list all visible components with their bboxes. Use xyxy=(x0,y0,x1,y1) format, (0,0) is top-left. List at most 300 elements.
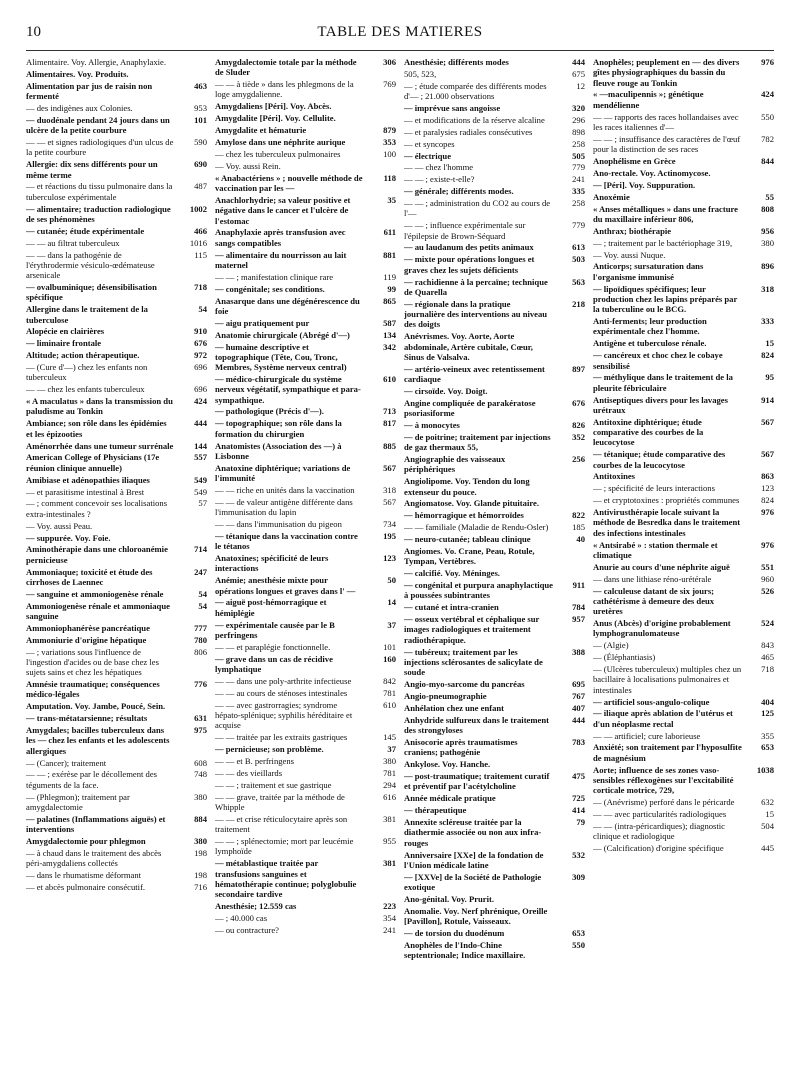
index-entry-term: — dans une lithiase réno-urétérale xyxy=(593,573,712,584)
index-entry-term: Anatomistes (Association des —) à Lisbonne xyxy=(215,440,342,461)
index-entry-term: — — artificiel; cure laborieuse xyxy=(593,730,701,741)
index-entry-term: Annexite scléreuse traitée par la diathermie associée ou non aux infra-rouges xyxy=(404,817,542,848)
index-entry-term: Anhélation chez une enfant xyxy=(404,702,505,713)
index-entry-term: — iliaque après ablation de l'utérus et d'un néoplasme rectal xyxy=(593,708,733,729)
index-entry-term: — et modifications de la réserve alcaline xyxy=(404,114,545,125)
index-entry xyxy=(404,186,585,196)
index-entry-term: — des indigènes aux Colonies. xyxy=(26,102,133,113)
index-entry-term: — tétanique; étude comparative des courbes de la leucocytose xyxy=(593,449,726,470)
index-entry-page: 54 xyxy=(198,600,207,611)
index-entry-term: — — chez l'homme xyxy=(404,162,474,173)
index-entry-term: Ano-génital. Voy. Prurit. xyxy=(404,893,494,904)
index-entry-page: 380 xyxy=(383,755,396,766)
index-entry xyxy=(593,417,774,448)
index-column-4 xyxy=(593,57,774,1057)
index-entry-page: 35 xyxy=(387,194,396,205)
index-entry xyxy=(215,374,396,405)
index-entry xyxy=(593,226,774,236)
index-entry-page: 185 xyxy=(572,522,585,533)
index-entry-term: Amygdaliens [Péri]. Voy. Abcès. xyxy=(215,101,332,112)
index-entry-term: — (Cancer); traitement xyxy=(26,757,107,768)
index-entry-term: Antitoxine diphtérique; étude comparative des courbes de la leucocytose xyxy=(593,416,704,448)
index-entry-term: — (Phlegmon); traitement par amygdalectomie xyxy=(26,791,130,812)
index-entry-page: 526 xyxy=(761,585,774,596)
index-entry-term: Anurie au cours d'une néphrite aiguë xyxy=(593,561,730,572)
index-entry xyxy=(404,162,585,172)
index-entry xyxy=(404,940,585,961)
index-entry-page: 653 xyxy=(761,742,774,753)
index-entry-page: 241 xyxy=(383,924,396,935)
index-entry xyxy=(215,744,396,754)
index-entry xyxy=(26,647,207,678)
index-entry xyxy=(404,580,585,601)
index-entry xyxy=(26,238,207,248)
index-entry xyxy=(593,261,774,282)
index-entry xyxy=(404,546,585,567)
index-entry-term: — mixte pour opérations longues et graves chez les sujets déficients xyxy=(404,254,535,275)
index-entry-page: 258 xyxy=(572,138,585,149)
index-entry-page: 817 xyxy=(383,418,396,429)
index-entry-term: — sanguine et ammoniogenèse rénale xyxy=(26,588,164,599)
index-entry-page: 505 xyxy=(572,150,585,161)
index-entry-term: — cutanée; étude expérimentale xyxy=(26,225,145,236)
index-entry-page: 40 xyxy=(576,534,585,545)
index-entry-page: 247 xyxy=(194,566,207,577)
index-entry-page: 123 xyxy=(761,483,774,494)
index-entry-term: Ano-rectale. Voy. Actinomycose. xyxy=(593,167,711,178)
index-entry xyxy=(26,713,207,723)
index-entry-term: — cutané et intra-cranien xyxy=(404,602,499,613)
index-entry xyxy=(593,372,774,393)
index-entry xyxy=(215,137,396,147)
index-entry-term: — — ; insuffisance des caractères de l'œuf pour la distinction de ses races xyxy=(593,133,741,155)
index-entry xyxy=(404,894,585,904)
index-entry-term: Anatoxines; spécificité de leurs interactions xyxy=(215,553,329,574)
index-entry-page: 896 xyxy=(761,261,774,272)
index-entry xyxy=(215,925,396,935)
index-entry-page: 776 xyxy=(194,679,207,690)
index-entry-term: Amnésie traumatique; conséquences médico-légales xyxy=(26,679,160,700)
index-entry-term: — et syncopes xyxy=(404,138,455,149)
index-entry-term: — alimentaire; traduction radiologique de ses phénomènes xyxy=(26,203,171,224)
index-entry-term: — médico-chirurgicale du système nerveux végétatif, sympathique et para-sympathique. xyxy=(215,374,361,405)
index-entry-term: — — traitée par les extraits gastriques xyxy=(215,732,348,743)
index-entry-term: — — avec gastrorragies; syndrome hépato-splénique; syphilis héréditaire et acquise xyxy=(215,699,353,731)
index-entry xyxy=(404,420,585,430)
index-entry-term: Amylose dans une néphrite aurique xyxy=(215,137,346,148)
index-entry xyxy=(215,318,396,328)
index-entry-page: 12 xyxy=(576,80,585,91)
index-entry-page: 145 xyxy=(383,732,396,743)
index-entry-term: — (Algie) xyxy=(593,640,629,651)
index-entry xyxy=(404,647,585,678)
index-entry xyxy=(593,180,774,190)
index-entry-term: Angine compliquée de parakératose psoriasiforme xyxy=(404,397,536,419)
index-entry xyxy=(215,732,396,742)
index-entry-page: 465 xyxy=(761,652,774,663)
index-entry-term: — — rapports des races hollandaises avec les races italiennes d'— xyxy=(593,111,739,132)
index-entry xyxy=(404,703,585,713)
index-entry xyxy=(26,81,207,102)
index-entry xyxy=(593,809,774,819)
index-entry-page: 696 xyxy=(194,384,207,395)
index-entry xyxy=(593,586,774,617)
index-entry xyxy=(593,112,774,133)
index-entry xyxy=(26,69,207,79)
index-entry-term: Anesthésie; différents modes xyxy=(404,57,509,67)
index-entry-term: Ankylose. Voy. Hanche. xyxy=(404,759,491,770)
index-entry xyxy=(404,69,585,79)
index-entry-term: Altitude; action thérapeutique. xyxy=(26,350,140,361)
index-entry xyxy=(215,195,396,226)
index-entry-term: Allergine dans le traitement de la tuberculose xyxy=(26,304,148,325)
index-entry xyxy=(215,149,396,159)
index-entry xyxy=(26,362,207,383)
index-entry-term: Ammoniaque; toxicité et étude des cirrhoses de Laennec xyxy=(26,566,153,587)
index-entry xyxy=(215,173,396,194)
index-entry-term: Anti-ferments; leur production expérimentale chez l'homme. xyxy=(593,316,707,337)
index-entry xyxy=(404,386,585,396)
index-entry-page: 960 xyxy=(761,573,774,584)
index-entry xyxy=(26,250,207,281)
index-entry-page: 567 xyxy=(383,462,396,473)
index-entry-page: 975 xyxy=(194,725,207,736)
index-entry-term: Anachlorhydrie; sa valeur positive et négative dans le cancer et l'ulcère de l'estomac xyxy=(215,194,351,226)
index-entry-term: « Antsirabé » : station thermale et climatique xyxy=(593,539,718,560)
index-entry-page: 608 xyxy=(194,757,207,768)
index-entry-page: 100 xyxy=(383,148,396,159)
index-entry-term: Antiseptiques divers pour les lavages urétraux xyxy=(593,394,728,415)
index-entry-term: — pernicieuse; son problème. xyxy=(215,744,324,755)
index-entry-term: — au laudanum des petits animaux xyxy=(404,242,534,253)
index-entry xyxy=(593,562,774,572)
index-entry xyxy=(215,296,396,317)
index-entry xyxy=(593,697,774,707)
index-entry xyxy=(215,519,396,529)
index-entry-term: — (Calcification) d'origine spécifique xyxy=(593,843,724,854)
index-entry xyxy=(593,708,774,729)
index-entry xyxy=(593,843,774,853)
index-entry-term: — — ; influence expérimentale sur l'épilepsie de Brown-Séquard xyxy=(404,220,526,241)
index-entry-term: — — ; splénectomie; mort par leucémie lymphoïde xyxy=(215,836,354,857)
index-entry xyxy=(404,220,585,241)
index-entry-page: 424 xyxy=(761,89,774,100)
index-entry-term: Anémie; anesthésie mixte pour opérations longues et graves dans l' — xyxy=(215,575,356,596)
index-entry xyxy=(215,575,396,596)
index-entry xyxy=(404,568,585,578)
index-entry xyxy=(26,115,207,136)
index-entry xyxy=(26,226,207,236)
index-entry xyxy=(404,139,585,149)
index-entry-term: Alopécie en clairières xyxy=(26,326,105,337)
index-entry xyxy=(215,913,396,923)
index-entry-page: 444 xyxy=(572,57,585,67)
index-entry-term: — — ; traitement et sue gastrique xyxy=(215,779,332,790)
index-entry xyxy=(215,858,396,899)
index-entry-page: 914 xyxy=(761,394,774,405)
index-entry-page: 54 xyxy=(198,588,207,599)
index-entry-term: Anniversaire [XXe] de la fondation de l'Union médicale latine xyxy=(404,849,544,870)
index-entry xyxy=(404,691,585,701)
index-entry-page: 826 xyxy=(572,419,585,430)
index-entry-page: 256 xyxy=(572,454,585,465)
index-entry xyxy=(26,725,207,756)
index-entry-page: 404 xyxy=(761,696,774,707)
index-entry-term: — cirsoïde. Voy. Doigt. xyxy=(404,385,488,396)
index-entry-page: 463 xyxy=(194,80,207,91)
index-entry-page: 734 xyxy=(383,519,396,530)
index-entry-term: Anasarque dans une dégénérescence du foie xyxy=(215,295,360,316)
index-entry-term: — ; comment concevoir ses localisations extra-intestinales ? xyxy=(26,498,168,519)
index-entry-term: — (Ulcères tuberculeux) multiples chez un bacillaire à localisations pulmonaires et intestinales xyxy=(593,664,742,695)
index-entry-term: — duodénale pendant 24 jours dans un ulcère de la petite courbure xyxy=(26,114,170,136)
index-entry xyxy=(26,452,207,473)
index-entry-term: Anatomie chirurgicale (Abrégé d'—) xyxy=(215,329,350,340)
index-entry-term: — — des vieillards xyxy=(215,767,283,778)
index-entry-term: — ovalbuminique; désensibilisation spécifique xyxy=(26,282,157,303)
index-entry-term: — suppurée. Voy. Foie. xyxy=(26,532,111,543)
index-entry-page: 842 xyxy=(383,675,396,686)
index-entry-term: — à monocytes xyxy=(404,419,460,430)
index-entry xyxy=(404,805,585,815)
index-entry-page: 808 xyxy=(761,203,774,214)
index-entry-page: 779 xyxy=(572,220,585,231)
index-entry xyxy=(26,475,207,485)
index-entry-term: — [Péri]. Voy. Suppuration. xyxy=(593,179,696,190)
index-entry-term: — rachidienne à la percaïne; technique de Quarella xyxy=(404,276,548,297)
index-entry xyxy=(215,654,396,675)
index-entry-term: — dans le rhumatisme déformant xyxy=(26,870,142,881)
index-entry-page: 780 xyxy=(194,634,207,645)
index-entry-page: 567 xyxy=(761,416,774,427)
index-entry-term: — générale; différents modes. xyxy=(404,186,514,197)
index-entry-term: — — de valeur antigène différente dans l'immunisation du lapin xyxy=(215,496,353,518)
index-entry-term: — lipoïdiques spécifiques; leur production chez les lapins préparés par la tuberculine ou le BCG. xyxy=(593,283,738,315)
index-entry xyxy=(404,103,585,113)
index-entry xyxy=(26,533,207,543)
page-header xyxy=(26,24,774,46)
index-entry-page: 781 xyxy=(383,687,396,698)
index-entry xyxy=(215,700,396,731)
index-entry-page: 354 xyxy=(383,912,396,923)
index-entry-page: 616 xyxy=(383,791,396,802)
index-entry-term: Antivirusthérapie locale suivant la méthode de Besredka dans le traitement des infections intestinales xyxy=(593,507,741,538)
index-entry-term: Anticorps; sursaturation dans l'organisme immunisé xyxy=(593,261,704,282)
index-entry-term: Angio-myo-sarcome du pancréas xyxy=(404,679,525,690)
index-entry-term: — osseux vertébral et céphalique sur images radiologiques et traitement radiothérapique. xyxy=(404,614,540,645)
index-entry xyxy=(26,567,207,588)
index-entry-page: 748 xyxy=(194,769,207,780)
index-entry-term: Amputation. Voy. Jambe, Poucé, Sein. xyxy=(26,701,166,712)
index-entry xyxy=(26,498,207,519)
index-entry-term: Alimentation par jus de raisin non fermenté xyxy=(26,80,153,102)
index-column-3 xyxy=(404,57,585,1057)
index-entry-term: — thérapeutique xyxy=(404,805,467,816)
index-entry xyxy=(593,652,774,662)
index-entry xyxy=(26,487,207,497)
index-entry xyxy=(26,521,207,531)
index-entry xyxy=(593,797,774,807)
index-entry-term: — expérimentale causée par le B perfringens xyxy=(215,619,335,640)
index-entry-term: « Anabactériens » ; nouvelle méthode de vaccination par les — xyxy=(215,172,363,194)
index-entry-page: 611 xyxy=(383,227,396,238)
index-entry-page: 910 xyxy=(194,326,207,337)
index-entry-term: — [XXVe] de la Société de Pathologie exotique xyxy=(404,871,542,892)
index-entry-page: 160 xyxy=(383,653,396,664)
index-entry xyxy=(26,204,207,225)
index-entry xyxy=(215,814,396,835)
index-entry xyxy=(404,793,585,803)
index-entry xyxy=(215,227,396,248)
index-entry-page: 444 xyxy=(572,714,585,725)
index-entry xyxy=(404,299,585,330)
index-entry-page: 125 xyxy=(761,708,774,719)
index-entry-term: — — et crise réticulocytaire après son traitement xyxy=(215,813,348,835)
index-entry-term: — — dans une poly-arthrite infectieuse xyxy=(215,675,352,686)
index-entry-page: 101 xyxy=(194,114,207,125)
index-entry xyxy=(215,688,396,698)
index-entry-term: Ambiance; son rôle dans les épidémies et les épizooties xyxy=(26,418,167,439)
index-entry-term: — — au cours de sténoses intestinales xyxy=(215,687,348,698)
index-entry xyxy=(593,316,774,337)
index-entry-page: 1002 xyxy=(189,203,207,214)
index-entry xyxy=(593,204,774,225)
index-entry-page: 414 xyxy=(572,805,585,816)
index-entry-term: — de torsion du duodénum xyxy=(404,927,505,938)
index-entry-page: 223 xyxy=(383,900,396,911)
index-entry-term: Antigène et tuberculose rénale. xyxy=(593,338,707,349)
index-entry-page: 713 xyxy=(383,406,396,417)
index-entry-page: 783 xyxy=(572,736,585,747)
index-entry-term: — trans-métatarsienne; résultats xyxy=(26,713,148,724)
index-entry-page: 550 xyxy=(761,111,774,122)
index-entry-term: — palatines (Inflammations aiguës) et interventions xyxy=(26,813,166,835)
index-entry xyxy=(404,454,585,475)
index-entry xyxy=(26,418,207,439)
index-entry xyxy=(593,574,774,584)
index-entry xyxy=(26,635,207,645)
index-entry-term: — (Anévrisme) perforé dans le péricarde xyxy=(593,797,735,808)
index-entry-term: Année médicale pratique xyxy=(404,793,496,804)
index-entry xyxy=(26,326,207,336)
index-entry-term: — — riche en unités dans la vaccination xyxy=(215,484,355,495)
index-entry-page: 381 xyxy=(383,858,396,869)
index-entry-page: 824 xyxy=(761,350,774,361)
index-entry xyxy=(593,495,774,505)
index-entry-term: — — ; exérèse par le décollement des téguments de la face. xyxy=(26,769,158,790)
index-entry-page: 822 xyxy=(572,510,585,521)
index-entry-term: — topographique; son rôle dans la formation du chirurgien xyxy=(215,418,342,439)
index-entry xyxy=(215,531,396,552)
index-entry-term: Ammoniurie d'origine hépatique xyxy=(26,634,147,645)
index-entry-term: Amygdalite et hématurie xyxy=(215,125,307,136)
index-entry-term: « Anses métalliques » dans une fracture du maxillaire inférieur 806, xyxy=(593,203,738,224)
index-entry-term: — ; traitement par le bactériophage 319, xyxy=(593,237,733,248)
index-entry xyxy=(404,57,585,67)
index-entry xyxy=(404,522,585,532)
index-entry-term: Anus (Abcès) d'origine probablement lymphogranulomateuse xyxy=(593,618,731,639)
index-entry xyxy=(215,161,396,171)
index-entry-page: 407 xyxy=(572,702,585,713)
index-entry-page: 884 xyxy=(194,813,207,824)
index-entry xyxy=(215,250,396,271)
index-entry xyxy=(215,113,396,123)
index-entry-term: — chez les tuberculeux pulmonaires xyxy=(215,148,341,159)
index-entry xyxy=(593,57,774,88)
index-entry xyxy=(215,792,396,813)
index-entry xyxy=(215,597,396,618)
index-entry-page: 843 xyxy=(761,640,774,651)
index-entry xyxy=(26,338,207,348)
index-entry-page: 696 xyxy=(194,362,207,373)
index-entry-page: 549 xyxy=(194,486,207,497)
index-entry xyxy=(404,534,585,544)
index-entry-term: — ; variations sous l'influence de l'ingestion d'acides ou de base chez les sujets sains et chez les hépatiques xyxy=(26,646,159,678)
index-entry-page: 381 xyxy=(383,813,396,824)
index-entry-page: 557 xyxy=(194,452,207,463)
index-entry-term: — ; spécificité de leurs interactions xyxy=(593,483,715,494)
index-entry xyxy=(404,151,585,161)
index-entry-page: 676 xyxy=(194,338,207,349)
index-entry-term: — neuro-cutanée; tableau clinique xyxy=(404,534,531,545)
index-entry-page: 784 xyxy=(572,602,585,613)
index-entry xyxy=(215,497,396,518)
index-entry xyxy=(593,238,774,248)
index-entry xyxy=(26,544,207,565)
index-entry xyxy=(215,463,396,484)
index-entry xyxy=(593,156,774,166)
index-entry-page: 690 xyxy=(194,159,207,170)
index-entry-page: 782 xyxy=(761,133,774,144)
index-entry-term: — — et paraplégie fonctionnelle. xyxy=(215,641,331,652)
index-entry-term: — et parasitisme intestinal à Brest xyxy=(26,486,145,497)
index-entry-page: 318 xyxy=(761,283,774,294)
index-entry-page: 779 xyxy=(572,162,585,173)
index-entry xyxy=(215,330,396,340)
index-entry-page: 445 xyxy=(761,843,774,854)
index-entry xyxy=(404,737,585,758)
index-entry xyxy=(26,814,207,835)
index-entry xyxy=(404,198,585,219)
index-entry-page: 524 xyxy=(761,618,774,629)
index-entry xyxy=(404,771,585,792)
index-entry-term: — aigu pratiquement pur xyxy=(215,317,310,328)
index-entry xyxy=(404,174,585,184)
index-entry-page: 955 xyxy=(383,836,396,847)
index-entry-page: 976 xyxy=(761,57,774,67)
index-entry-term: — — et signes radiologiques d'un ulcus de la petite courbure xyxy=(26,137,174,158)
index-entry-page: 563 xyxy=(572,276,585,287)
index-entry-page: 198 xyxy=(194,847,207,858)
index-entry xyxy=(215,756,396,766)
index-entry xyxy=(26,870,207,880)
index-entry-page: 95 xyxy=(765,372,774,383)
index-entry-page: 380 xyxy=(194,791,207,802)
index-entry-page: 424 xyxy=(194,396,207,407)
index-entry-page: 466 xyxy=(194,225,207,236)
index-entry-page: 355 xyxy=(761,730,774,741)
index-entry-page: 610 xyxy=(383,374,396,384)
index-entry xyxy=(593,731,774,741)
index-entry-term: — calculeuse datant de six jours; cathétérisme à demeure des deux uretères xyxy=(593,585,715,617)
index-entry-term: Antitoxines xyxy=(593,471,636,482)
index-entry xyxy=(215,553,396,574)
index-entry-term: — tubéreux; traitement par les injections sclérosantes de salicylate de soude xyxy=(404,646,543,678)
index-entry-page: 37 xyxy=(387,619,396,630)
index-entry xyxy=(26,441,207,451)
index-entry xyxy=(404,242,585,252)
index-entry-page: 767 xyxy=(572,691,585,701)
